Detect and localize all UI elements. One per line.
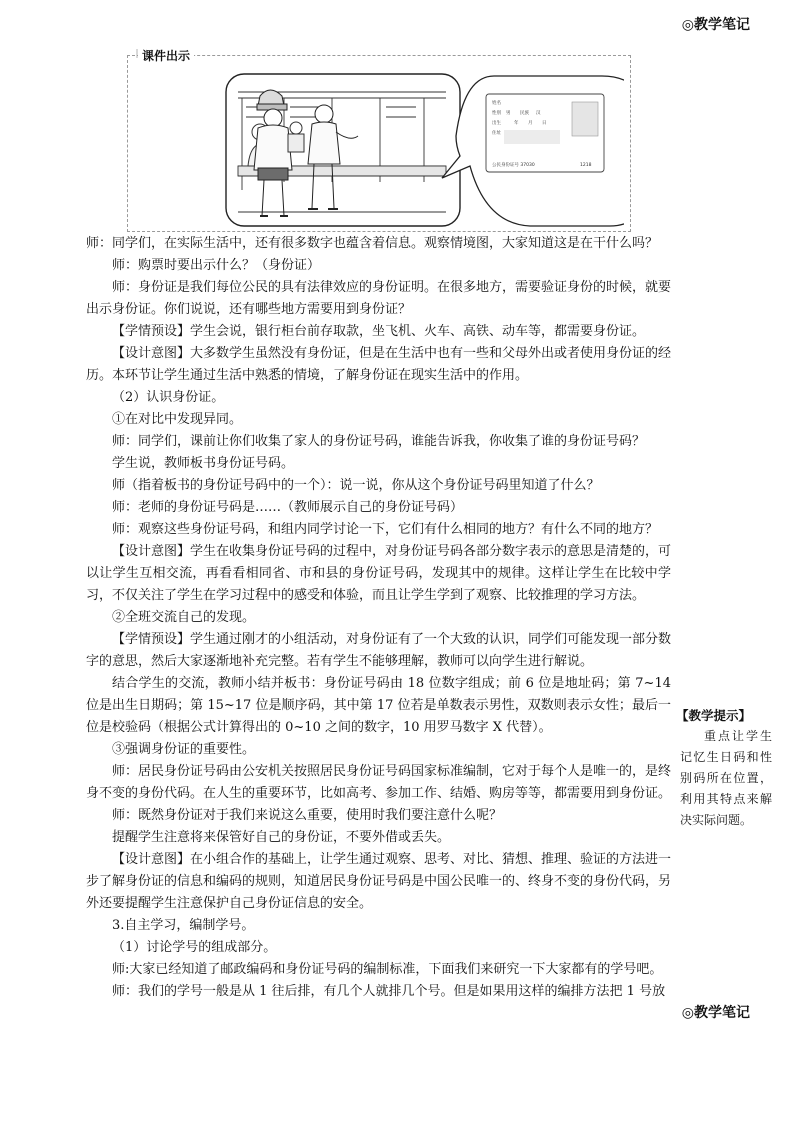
paragraph: 师（指着板书的身份证号码中的一个）：说一说，你从这个身份证号码里知道了什么？	[112, 478, 600, 493]
paragraph: 【学情预设】学生通过刚才的小组活动，对身份证有了一个大致的认识，同学们可能发现一部分数字的意思，然后大家逐渐地补充完整。若有学生不能够理解，教师可以向学生进行解说。	[86, 632, 672, 669]
child-figure	[288, 122, 304, 152]
teaching-notes-footer: ◎教学笔记	[681, 1005, 750, 1021]
lesson-body-text	[86, 233, 671, 1003]
id-field-address: 住址	[492, 131, 501, 136]
paragraph: 【学情预设】学生会说，银行柜台前存取款，坐飞机、火车、高铁、动车等，都需要身份证。	[112, 324, 646, 339]
id-field-gender: 性别	[492, 111, 501, 116]
id-number-label: 公民身份证号 37030	[492, 163, 535, 168]
teaching-tip-title: 【教学提示】	[676, 708, 752, 723]
paragraph: 【设计意图】在小组合作的基础上，让学生通过观察、思考、对比、猜想、推理、验证的方法进一步了解身份证的信息和编码的规则，知道居民身份证号码是中国公民唯一的、终身不变的身份代码，另外还要提醒学生注意保护自己身份证信息的安全。	[86, 852, 672, 911]
paragraph: （2）认识身份证。	[112, 390, 225, 405]
paragraph: 师：观察这些身份证号码，和组内同学讨论一下，它们有什么相同的地方？有什么不同的地方？	[112, 522, 659, 537]
paragraph: ③强调身份证的重要性。	[112, 742, 256, 757]
paragraph: 师：既然身份证对于我们来说这么重要，使用时我们要注意什么呢？	[112, 808, 503, 823]
paragraph: 师：同学们，课前让你们收集了家人的身份证号码，谁能告诉我，你收集了谁的身份证号码？	[112, 434, 646, 449]
id-field-name: 姓名	[492, 101, 501, 106]
id-field-birth-year: 年	[514, 121, 519, 126]
paragraph: 师:大家已经知道了邮政编码和身份证号码的编制标准，下面我们来研究一下大家都有的学号吧。	[112, 962, 663, 977]
id-field-birth-month: 月	[528, 121, 533, 126]
id-field-ethnicity: 民族	[520, 111, 529, 116]
paragraph: ①在对比中发现异同。	[112, 412, 243, 427]
id-photo	[572, 102, 598, 136]
paragraph: 提醒学生注意将来保管好自己的身份证，不要外借或丢失。	[112, 830, 451, 845]
paragraph: 结合学生的交流，教师小结并板书：身份证号码由 18 位数字组成；前 6 位是地址码；第 7~14 位是出生日期码；第 15~17 位是顺序码，其中第 17 位若是单数表示男性，双数则表示女性；最后一位是校验码（根据公式计算得出的 0~10 之间的数字，10 用罗马数字 X 代替）。	[86, 676, 671, 735]
teaching-notes-header: ◎教学笔记	[681, 17, 750, 33]
id-field-ethnicity-value: 汉	[536, 111, 541, 116]
courseware-tag: 课件出示	[138, 47, 194, 64]
courseware-box	[127, 49, 631, 232]
id-field-gender-value: 男	[506, 111, 511, 116]
paragraph: 师：身份证是我们每位公民的具有法律效应的身份证明。在很多地方，需要验证身份的时候，就要出示身份证。你们说说，还有哪些地方需要用到身份证？	[86, 280, 672, 317]
paragraph: （1）讨论学号的组成部分。	[112, 940, 277, 955]
paragraph: 师：我们的学号一般是从 1 往后排，有几个人就排几个号。但是如果用这样的编排方法把 1 号放	[112, 984, 666, 999]
paragraph: 师：同学们，在实际生活中，还有很多数字也蕴含着信息。观察情境图，大家知道这是在干什么吗？	[86, 236, 659, 251]
paragraph: 【设计意图】大多数学生虽然没有身份证，但是在生活中也有一些和父母外出或者使用身份证的经历。本环节让学生通过生活中熟悉的情境，了解身份证在现实生活中的作用。	[86, 346, 672, 383]
teaching-tip-sidebar	[676, 705, 772, 831]
id-card	[486, 94, 604, 172]
id-field-birth-day: 日	[542, 121, 547, 126]
paragraph: 3.自主学习，编制学号。	[112, 918, 255, 933]
paragraph: 学生说，教师板书身份证号码。	[112, 456, 295, 471]
paragraph: 【设计意图】学生在收集身份证号码的过程中，对身份证号码各部分数字表示的意思是清楚的，可以让学生互相交流，再看看相同省、市和县的身份证号码，发现其中的规律。这样让学生在比较中学习，不仅关注了学生在学习过程中的感受和体验，而且让学生学到了观察、比较推理的学习方法。	[86, 544, 672, 603]
paragraph: 师：购票时要出示什么？（身份证）	[112, 258, 321, 273]
paragraph: 师：居民身份证号码由公安机关按照居民身份证号码国家标准编制，它对于每个人是唯一的，是终身不变的身份代码。在人生的重要环节，比如高考、参加工作、结婚、购房等等，都需要用到身份证。	[86, 764, 672, 801]
paragraph: 师：老师的身份证号码是……（教师展示自己的身份证号码）	[112, 500, 464, 515]
ticket-counter-illustration	[224, 72, 624, 228]
id-number-tail: 1218	[580, 163, 592, 168]
id-field-birth: 出生	[492, 121, 501, 126]
paragraph: ②全班交流自己的发现。	[112, 610, 256, 625]
teaching-tip-body: 重点让学生记忆生日码和性别码所在位置，利用其特点来解决实际问题。	[680, 729, 772, 827]
